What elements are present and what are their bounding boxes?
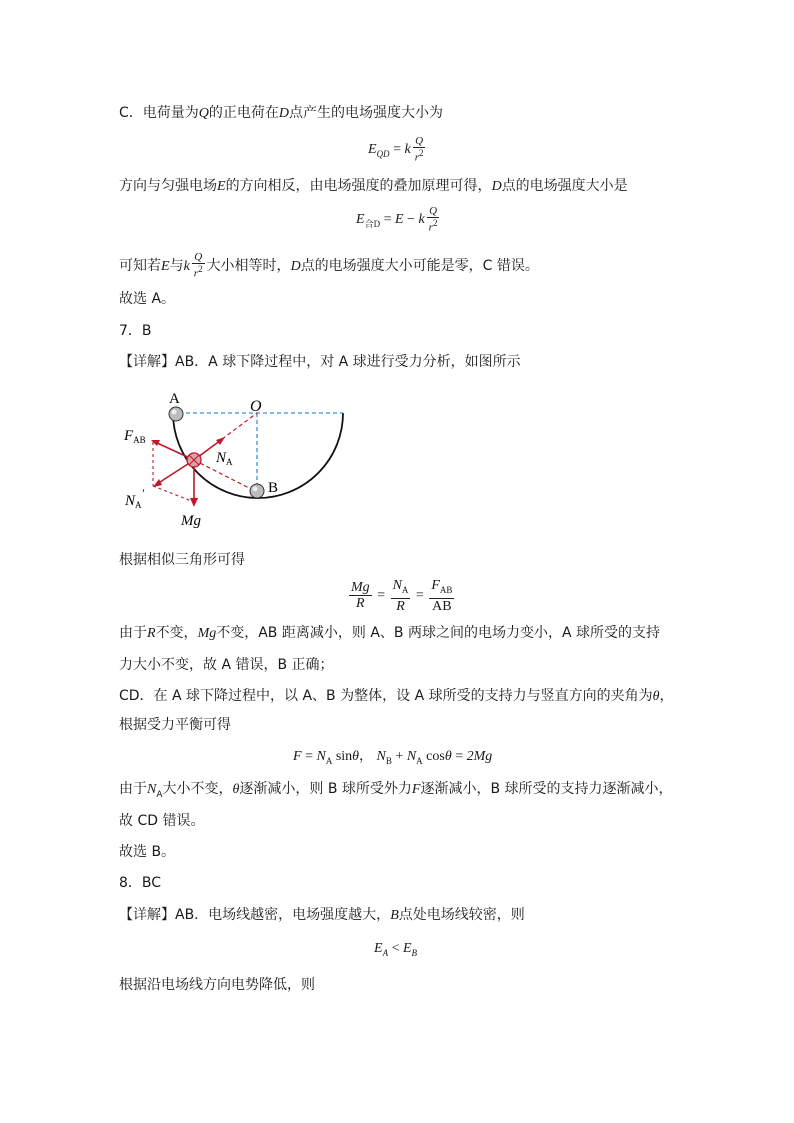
text-line-c-intro: C．电荷量为Q的正电荷在D点产生的电场强度大小为 (119, 105, 444, 121)
fraction-q-r2-inline: $\frac{Q}{r^2}$ (193, 251, 203, 280)
triangle-dashed-bottom (153, 486, 194, 502)
equation-ea-less-eb: $E_A < E_B$ (374, 941, 418, 958)
text-line-last: 根据沿电场线方向电势降低，则 (119, 977, 315, 993)
text-line-know: 可知若E与k $\frac{Q}{r^2}$ 大小相等时，D点的电场强度大小可能是零，C 错误。 (119, 251, 539, 280)
question-8-answer: 8．BC (119, 875, 162, 891)
text-line-since-2-cont: 故 CD 错误。 (119, 813, 205, 829)
fraction-mg-r: $\frac{Mg}{R}$ (351, 580, 370, 612)
fraction-na-r: $\frac{N_A}{R}$ (392, 578, 409, 614)
text-line-choose-a: 故选 A。 (119, 291, 176, 307)
label-b: B (268, 480, 279, 496)
equation-ed-total: $E_{合D} = E - k$ $\frac{Q}{r^2}$ (356, 205, 438, 234)
normal-force-arrowhead (216, 437, 225, 445)
label-n: $N_A$ (216, 450, 233, 467)
text-line-since-1-cont: 力大小不变，故 A 错误，B 正确； (119, 657, 334, 673)
force-diagram (119, 390, 359, 530)
fraction-fab-ab: $\frac{F_{AB}}{AB}$ (431, 578, 453, 614)
question-8-detail: 【详解】AB．电场线越密，电场强度越大，B点处电场线较密，则 (119, 907, 525, 923)
label-mg: Mg (181, 513, 201, 529)
label-o: O (250, 398, 262, 415)
equation-similar-triangles: $\frac{Mg}{R}$ = $\frac{N_A}{R}$ = $\frac{F_{AB}}{AB}$ (351, 578, 453, 614)
text-line-direction: 方向与匀强电场E的方向相反，由电场强度的叠加原理可得，D点的电场强度大小是 (119, 178, 628, 194)
label-n-prime: $N_A'$ (125, 486, 145, 510)
fraction-q-r2-b: $\frac{Q}{r^2}$ (428, 205, 438, 234)
question-7-answer: 7．B (119, 323, 152, 339)
text-line-balance: 根据受力平衡可得 (119, 717, 231, 733)
gravity-arrowhead (190, 498, 198, 507)
text-line-choose-b: 故选 B。 (119, 844, 176, 860)
fraction-q-r2: $\frac{Q}{r^2}$ (414, 135, 424, 164)
question-7-detail: 【详解】AB．A 球下降过程中，对 A 球进行受力分析，如图所示 (119, 354, 521, 370)
ball-b (250, 484, 264, 498)
equation-eqd: $E_{QD} = k$ $\frac{Q}{r^2}$ (368, 135, 424, 164)
text-line-cd: CD．在 A 球下降过程中，以 A、B 为整体，设 A 球所受的支持力与竖直方向的夹角为θ， (119, 688, 674, 704)
ball-a-top (169, 407, 183, 421)
text-line-since-2: 由于$N_A$大小不变，θ逐渐减小，则 B 球所受外力F逐渐减小，B 球所受的支持力逐渐减小， (119, 781, 673, 800)
text-line-since-1: 由于R不变，Mg不变，AB 距离减小，则 A、B 两球之间的电场力变小，A 球所受的支持 (119, 625, 660, 641)
reaction-arrowhead (153, 479, 162, 487)
label-f: $F_{AB}$ (124, 428, 146, 445)
text-line-similar: 根据相似三角形可得 (119, 552, 245, 568)
equation-balance: $F = N_A$ sinθ， $N_B + N_A$ cosθ = 2Mg (293, 749, 493, 766)
ball-a-top-highlight (172, 410, 177, 415)
label-a: A (169, 391, 180, 407)
ball-b-highlight (253, 487, 258, 492)
